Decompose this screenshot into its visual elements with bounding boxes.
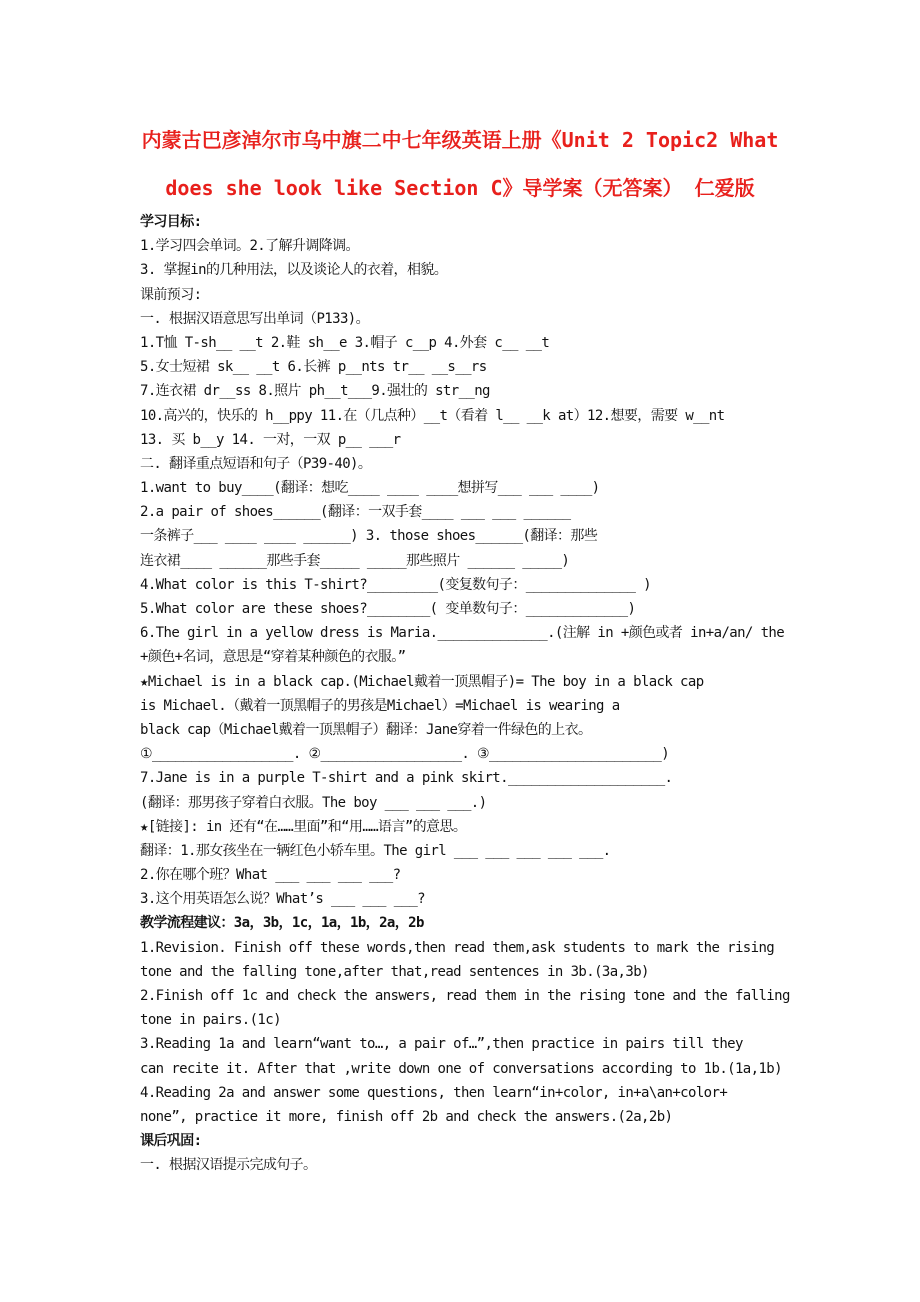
body-line: 3. 掌握in的几种用法，以及谈论人的衣着，相貌。 xyxy=(140,262,448,279)
body-line: 2.Finish off 1c and check the answers, read them in the rising tone and the falling xyxy=(140,988,790,1004)
body-line: 7.Jane is in a purple T-shirt and a pink skirt.____________________. xyxy=(140,770,673,787)
document-body xyxy=(140,210,830,1178)
body-line: can recite it. After that ,write down one of conversations according to 1b.(1a,1b) xyxy=(140,1060,782,1077)
body-line: 6.The girl in a yellow dress is Maria.______________.(注解 in +颜色或者 in+a/an/ the xyxy=(140,625,785,642)
body-line: 一条裤子___ ____ ____ ______) 3. those shoes______(翻译：那些 xyxy=(140,528,598,545)
body-line: tone in pairs.(1c) xyxy=(140,1012,281,1029)
body-line: 4.What color is this T-shirt?_________(变复数句子：______________ ) xyxy=(140,576,651,593)
body-line: ①__________________. ②__________________. ③______________________) xyxy=(140,746,670,763)
body-line: ★Michael is in a black cap.(Michael戴着一顶黑帽子)= The boy in a black cap xyxy=(140,673,704,690)
body-line: 连衣裙____ ______那些手套_____ _____那些照片 ______ _____) xyxy=(140,552,570,569)
body-line: 1.want to buy____(翻译：想吃____ ____ ____想拼写___ ___ ____) xyxy=(140,480,600,497)
body-line: ★[链接]: in 还有“在……里面”和“用……语言”的意思。 xyxy=(140,818,467,835)
body-line: tone and the falling tone,after that,read sentences in 3b.(3a,3b) xyxy=(140,963,649,980)
body-line: 13. 买 b__y 14. 一对，一双 p__ ___r xyxy=(140,431,401,448)
section-heading-review: 课后巩固: xyxy=(140,1133,202,1150)
body-line: 1.T恤 T-sh__ __t 2.鞋 sh__e 3.帽子 c__p 4.外套 c__ __t xyxy=(140,334,550,351)
body-line: 5.What color are these shoes?________( 变单数句子：_____________) xyxy=(140,601,636,617)
body-line: is Michael.（戴着一顶黑帽子的男孩是Michael）=Michael is wearing a xyxy=(140,697,620,714)
body-line: +颜色+名词，意思是“穿着某种颜色的衣服。” xyxy=(140,649,406,666)
body-line: 一. 根据汉语意思写出单词（P133)。 xyxy=(140,310,370,327)
section-heading-preview: 课前预习: xyxy=(140,286,202,303)
body-line: (翻译：那男孩子穿着白衣服。The boy ___ ___ ___.) xyxy=(140,794,487,811)
section-heading-teaching-flow: 教学流程建议：3a，3b，1c，1a，1b，2a，2b xyxy=(140,915,424,932)
body-line: 1.学习四会单词。2.了解升调降调。 xyxy=(140,238,359,255)
body-line: 2.a pair of shoes______(翻译：一双手套____ ___ ___ ______ xyxy=(140,504,571,521)
body-line: 翻译：1.那女孩坐在一辆红色小轿车里。The girl ___ ___ ___ ___ ___. xyxy=(140,842,611,859)
document-title-line-1: 内蒙古巴彦淖尔市乌中旗二中七年级英语上册《Unit 2 Topic2 What xyxy=(141,128,779,152)
body-line: 3.这个用英语怎么说？What’s ___ ___ ___? xyxy=(140,891,426,908)
body-line: 3.Reading 1a and learn“want to…, a pair of…”,then practice in pairs till they xyxy=(140,1036,743,1053)
body-line: 二. 翻译重点短语和句子（P39-40)。 xyxy=(140,455,372,472)
body-line: 10.高兴的，快乐的 h__ppy 11.在（几点种）__t（看着 l__ __k at）12.想要，需要 w__nt xyxy=(140,407,725,424)
body-line: 1.Revision. Finish off these words,then read them,ask students to mark the rising xyxy=(140,939,775,956)
document-title-line-2: does she look like Section C》导学案（无答案） 仁爱版 xyxy=(165,176,755,200)
section-heading-objectives: 学习目标: xyxy=(140,214,202,230)
body-line: 5.女士短裙 sk__ __t 6.长裤 p__nts tr__ __s__rs xyxy=(140,359,487,376)
body-line: 7.连衣裙 dr__ss 8.照片 ph__t___9.强壮的 str__ng xyxy=(140,383,490,400)
body-line: none”, practice it more, finish off 2b and check the answers.(2a,2b) xyxy=(140,1108,673,1125)
body-line: 2.你在哪个班？What ___ ___ ___ ___? xyxy=(140,867,401,884)
body-line: 一. 根据汉语提示完成句子。 xyxy=(140,1157,317,1174)
body-line: black cap（Michael戴着一顶黑帽子）翻译：Jane穿着一件绿色的上衣。 xyxy=(140,721,592,738)
body-line: 4.Reading 2a and answer some questions, then learn“in+color, in+a\an+color+ xyxy=(140,1084,728,1101)
